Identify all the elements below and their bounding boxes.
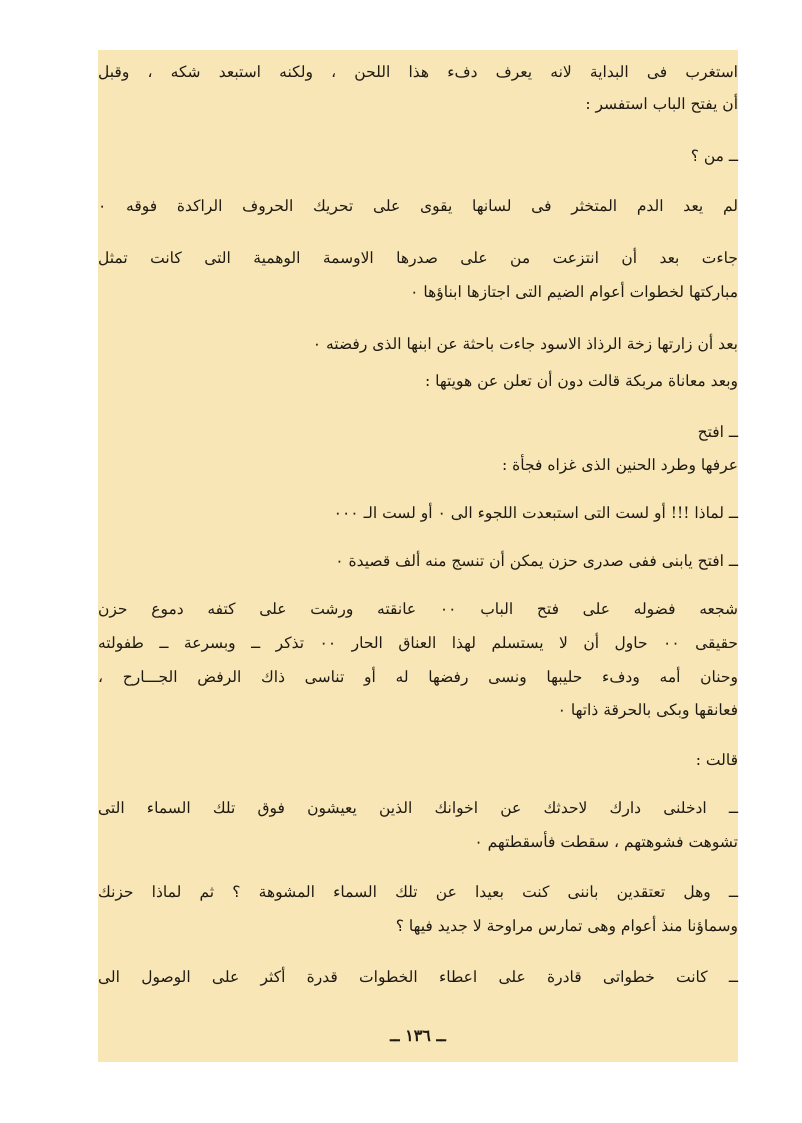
text-line: مباركتها لخطوات أعوام الضيم التى اجتازها ابناؤها ٠ [410,283,738,301]
text-line: جاءت بعد أن انتزعت من على صدرها الاوسمة الوهمية التى كانت تمثل [98,249,738,267]
text-line: وسماؤنا منذ أعوام وهى تمارس مراوحة لا جديد فيها ؟ [395,917,738,935]
text-line: شجعه فضوله على فتح الباب ٠٠ عانقته ورشت على كتفه دموع حزن [98,600,738,618]
text-line: بعد أن زارتها زخة الرذاذ الاسود جاءت باحثة عن ابنها الذى رفضته ٠ [312,335,738,353]
text-line: ــ كانت خطواتى قادرة على اعطاء الخطوات قدرة أكثر على الوصول الى [98,968,738,986]
text-line: ــ افتح يابنى ففى صدرى حزن يمكن أن تنسج منه ألف قصيدة ٠ [335,552,738,570]
scanned-book-page [98,50,738,1062]
text-line: ــ وهل تعتقدين باننى كنت بعيدا عن تلك السماء المشوهة ؟ ثم لماذا حزنك [98,883,738,901]
text-line: فعانقها وبكى بالحرقة ذاتها ٠ [557,701,738,719]
text-line: قالت : [695,751,738,769]
text-line: ــ افتح [697,423,738,441]
text-line: أن يفتح الباب استفسر : [585,95,738,113]
text-line: ــ ادخلنى دارك لاحدثك عن اخوانك الذين يعيشون فوق تلك السماء التى [98,799,738,817]
text-line: حقيقى ٠٠ حاول أن لا يستسلم لهذا العناق الحار ٠٠ تذكر ــ وبسرعة ــ طفولته [98,634,738,652]
text-line: لم يعد الدم المتخثر فى لسانها يقوى على تحريك الحروف الراكدة فوقه ٠ [98,197,738,215]
text-line: ــ من ؟ [690,147,738,165]
text-line: وحنان أمه ودفء حليبها ونسى رفضها له أو تناسى ذاك الرفض الجـــارح ، [98,668,738,686]
text-line: استغرب فى البداية لانه يعرف دفء هذا اللحن ، ولكنه استبعد شكه ، وقبل [98,63,738,81]
text-line: عرفها وطرد الحنين الذى غزاه فجأة : [502,456,738,474]
text-line: وبعد معاناة مربكة قالت دون أن تعلن عن هويتها : [424,372,738,390]
text-line: تشوهت فشوهتهم ، سقطت فأسقطتهم ٠ [474,833,738,851]
text-line: ــ لماذا !!! أو لست التى استبعدت اللجوء الى ٠ أو لست الـ ٠٠٠ [333,504,738,522]
page-number: ــ ١٣٦ ــ [390,1026,446,1045]
